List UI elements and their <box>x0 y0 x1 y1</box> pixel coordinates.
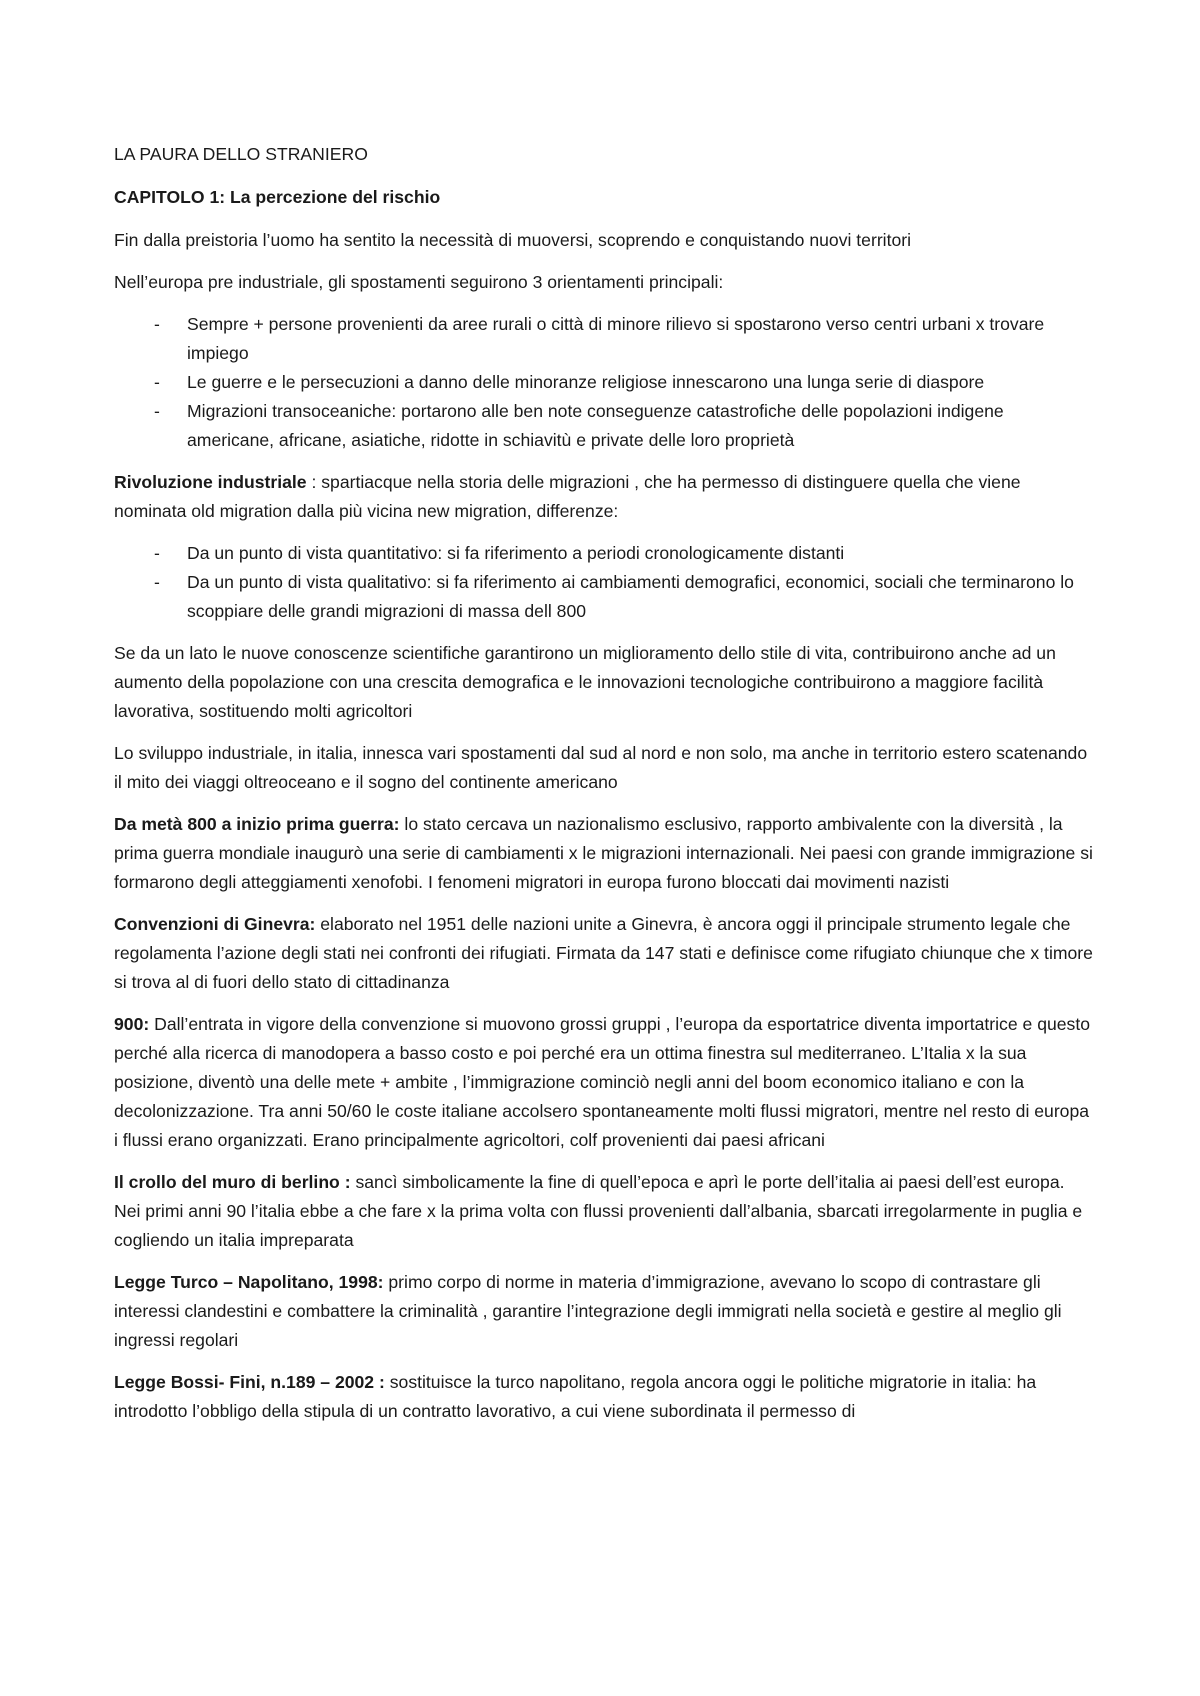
paragraph-muro-berlino <box>114 1168 1094 1255</box>
list-orientamenti <box>114 310 1094 455</box>
paragraph-body: sancì simbolicamente la fine di quell’epoca e aprì le porte dell’italia ai paesi dell’est europa. Nei primi anni 90 l’italia ebbe a che fare x la prima volta con flussi provenienti dall’albania, sbarcati irregolarmente in puglia e cogliendo un italia impreparata <box>114 1172 1083 1250</box>
paragraph-preistoria: Fin dalla preistoria l’uomo ha sentito la necessità di muoversi, scoprendo e conquistando nuovi territori <box>114 230 912 250</box>
paragraph-sviluppo-industriale: Lo sviluppo industriale, in italia, innesca vari spostamenti dal sud al nord e non solo, ma anche in territorio estero scatenando il mito dei viaggi oltreoceano e il sogno del continente americano <box>114 743 1088 792</box>
paragraph-body: elaborato nel 1951 delle nazioni unite a Ginevra, è ancora oggi il principale strumento legale che regolamenta l’azione degli stati nei confronti dei rifugiati. Firmata da 147 stati e definisce come rifugiato chiunque che x timore si trova al di fuori dello stato di cittadinanza <box>114 914 1093 992</box>
list-item: - Da un punto di vista quantitativo: si fa riferimento a periodi cronologicamente distanti <box>114 539 1094 568</box>
chapter-heading <box>114 183 1094 212</box>
document-title: LA PAURA DELLO STRANIERO <box>114 144 368 164</box>
paragraph-heading: Da metà 800 a inizio prima guerra: <box>114 814 400 834</box>
paragraph-heading: Rivoluzione industriale <box>114 472 307 492</box>
list-item: - Da un punto di vista qualitativo: si fa riferimento ai cambiamenti demografici, economici, sociali che terminarono lo scoppiare delle grandi migrazioni di massa dell 800 <box>114 568 1094 626</box>
paragraph-ginevra <box>114 910 1094 997</box>
paragraph-europa-preindustriale: Nell’europa pre industriale, gli spostamenti seguirono 3 orientamenti principali: <box>114 272 724 292</box>
list-item: - Le guerre e le persecuzioni a danno delle minoranze religiose innescarono una lunga serie di diaspore <box>114 368 1094 397</box>
chapter-heading-text: CAPITOLO 1: La percezione del rischio <box>114 187 441 207</box>
paragraph-heading: Legge Turco – Napolitano, 1998: <box>114 1272 384 1292</box>
paragraph-body: : spartiacque nella storia delle migrazioni , che ha permesso di distinguere quella che viene nominata old migration dalla più vicina new migration, differenze: <box>114 472 1021 521</box>
paragraph-bossi-fini <box>114 1368 1094 1426</box>
list-item: - Sempre + persone provenienti da aree rurali o città di minore rilievo si spostarono verso centri urbani x trovare impiego <box>114 310 1094 368</box>
paragraph-meta-800 <box>114 810 1094 897</box>
paragraph-conoscenze-scientifiche: Se da un lato le nuove conoscenze scientifiche garantirono un miglioramento dello stile di vita, contribuirono anche ad un aumento della popolazione con una crescita demografica e le innovazioni tecnologiche contribuirono a maggiore facilità lavorativa, sostituendo molti agricoltori <box>114 643 1056 721</box>
paragraph-heading: 900: <box>114 1014 150 1034</box>
paragraph-body: sostituisce la turco napolitano, regola ancora oggi le politiche migratorie in italia: ha introdotto l’obbligo della stipula di un contratto lavorativo, a cui viene subordinata il permesso di <box>114 1372 1037 1421</box>
paragraph-body: primo corpo di norme in materia d’immigrazione, avevano lo scopo di contrastare gli interessi clandestini e combattere la criminalità , garantire l’integrazione degli immigrati nella società e gestire al meglio gli ingressi regolari <box>114 1272 1062 1350</box>
paragraph-900 <box>114 1010 1094 1155</box>
document-page <box>114 140 1094 1439</box>
list-item: - Migrazioni transoceaniche: portarono alle ben note conseguenze catastrofiche delle popolazioni indigene americane, africane, asiatiche, ridotte in schiavitù e private delle loro proprietà <box>114 397 1094 455</box>
paragraph-heading: Convenzioni di Ginevra: <box>114 914 316 934</box>
paragraph-body: Dall’entrata in vigore della convenzione si muovono grossi gruppi , l’europa da esportatrice diventa importatrice e questo perché alla ricerca di manodopera a basso costo e poi perché era un ottima finestra sul mediterraneo. L’Italia x la sua posizione, diventò una delle mete + ambite , l’immigrazione cominciò negli anni del boom economico italiano e con la decolonizzazione. Tra anni 50/60 le coste italiane accolsero spontaneamente molti flussi migratori, mentre nel resto di europa i flussi erano organizzati. Erano principalmente agricoltori, colf provenienti dai paesi africani <box>114 1014 1091 1150</box>
paragraph-heading: Legge Bossi- Fini, n.189 – 2002 : <box>114 1372 385 1392</box>
paragraph-turco-napolitano <box>114 1268 1094 1355</box>
paragraph-body: lo stato cercava un nazionalismo esclusivo, rapporto ambivalente con la diversità , la prima guerra mondiale inaugurò una serie di cambiamenti x le migrazioni internazionali. Nei paesi con grande immigrazione si formarono degli atteggiamenti xenofobi. I fenomeni migratori in europa furono bloccati dai movimenti nazisti <box>114 814 1093 892</box>
paragraph-heading: Il crollo del muro di berlino : <box>114 1172 351 1192</box>
list-differenze <box>114 539 1094 626</box>
paragraph-rivoluzione-industriale <box>114 468 1094 526</box>
